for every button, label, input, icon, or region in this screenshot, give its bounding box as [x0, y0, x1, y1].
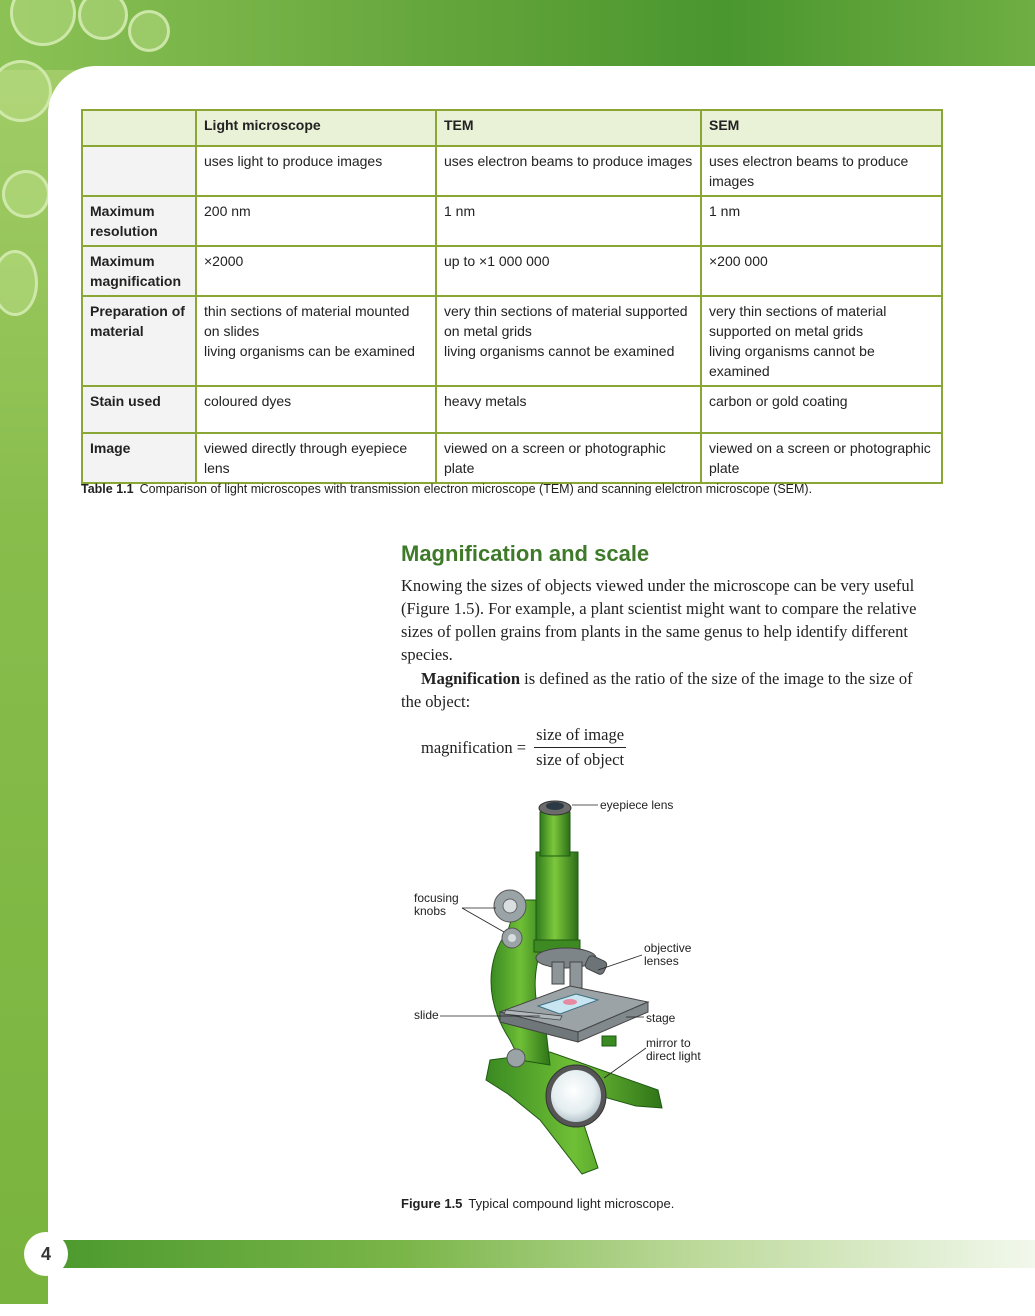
- table-cell: [436, 146, 701, 196]
- cell-line: 200 nm: [204, 203, 251, 219]
- cell-line: carbon or gold coating: [709, 393, 848, 409]
- cell-line: ×2000: [204, 253, 244, 269]
- label-focusing-line1: focusing: [414, 891, 459, 905]
- table-row: [82, 386, 942, 433]
- table-cell: [701, 433, 942, 483]
- section-heading: Magnification and scale: [401, 541, 650, 566]
- table-cell: [196, 433, 436, 483]
- table-row: [82, 196, 942, 246]
- cell-line: heavy metals: [444, 393, 527, 409]
- label-mirror-line1: mirror to: [646, 1036, 691, 1050]
- label-eyepiece: eyepiece lens: [600, 798, 674, 812]
- formula-denominator: size of object: [536, 750, 625, 769]
- table-cell: [436, 296, 701, 386]
- row-label: Maximum magnification: [82, 246, 196, 296]
- table-cell: [701, 146, 942, 196]
- formula-lhs: magnification =: [421, 737, 527, 757]
- footer-bar: [60, 1240, 1035, 1268]
- table-cell: [196, 246, 436, 296]
- row-label: Maximum resolution: [82, 196, 196, 246]
- table-cell: [196, 146, 436, 196]
- table-cell: [196, 196, 436, 246]
- magnification-formula: [421, 725, 626, 770]
- cell-line: living organisms can be examined: [204, 343, 415, 359]
- table-row: [82, 433, 942, 483]
- label-stage: stage: [646, 1011, 676, 1025]
- table-row: [82, 246, 942, 296]
- table-cell: [436, 196, 701, 246]
- cell-line: uses electron beams to produce images: [709, 153, 909, 189]
- formula-numerator: size of image: [534, 725, 626, 748]
- header-cell: Light microscope: [196, 110, 436, 146]
- cell-line: very thin sections of material supported on metal grids: [444, 303, 688, 339]
- cell-line: uses light to produce images: [204, 153, 383, 169]
- label-objective-line1: objective: [644, 941, 692, 955]
- row-label: Stain used: [82, 386, 196, 433]
- table-cell: [701, 246, 942, 296]
- paragraph-2: [401, 667, 931, 713]
- table-cell: [701, 196, 942, 246]
- paragraph-1: Knowing the sizes of objects viewed under the microscope can be very useful (Figure 1.5). For example, a plant scientist might want to compare the relative sizes of pollen grains from plants in the same genus to help identify different species.: [401, 576, 917, 664]
- table-body: [82, 146, 942, 483]
- table-cell: [196, 386, 436, 433]
- leader-line: [604, 1048, 646, 1078]
- header-cell: TEM: [436, 110, 701, 146]
- table-header-row: [82, 110, 942, 146]
- cell-line: viewed on a screen or photographic plate: [709, 440, 931, 476]
- cell-line: very thin sections of material supported on metal grids: [709, 303, 887, 339]
- cell-line: viewed on a screen or photographic plate: [444, 440, 666, 476]
- table-cell: [701, 296, 942, 386]
- label-objective-line2: lenses: [644, 954, 679, 968]
- table-cell: [436, 433, 701, 483]
- cell-line: 1 nm: [709, 203, 741, 219]
- table-caption-text: Comparison of light microscopes with transmission electron microscope (TEM) and scanning elelctron microscope (SEM).: [139, 482, 813, 496]
- row-label: Preparation of material: [82, 296, 196, 386]
- table-cell: [436, 386, 701, 433]
- cell-decoration: [2, 170, 50, 218]
- cell-line: viewed directly through eyepiece lens: [204, 440, 408, 476]
- table-cell: [196, 296, 436, 386]
- row-label: Image: [82, 433, 196, 483]
- figure-caption-text: Typical compound light microscope.: [468, 1196, 675, 1211]
- table-cell: [436, 246, 701, 296]
- header-cell: [82, 110, 196, 146]
- cell-decoration: [128, 10, 170, 52]
- table-caption-label: Table 1.1: [81, 482, 134, 496]
- table-caption: [81, 482, 812, 496]
- cell-line: ×200 000: [709, 253, 768, 269]
- label-mirror-line2: direct light: [646, 1049, 701, 1063]
- cell-line: uses electron beams to produce images: [444, 153, 693, 169]
- cell-line: living organisms cannot be examined: [444, 343, 675, 359]
- comparison-table: [81, 109, 943, 484]
- page-number: 4: [24, 1232, 68, 1276]
- row-label: [82, 146, 196, 196]
- table-row: [82, 296, 942, 386]
- cell-line: up to ×1 000 000: [444, 253, 550, 269]
- table-cell: [701, 386, 942, 433]
- figure-caption-label: Figure 1.5: [401, 1196, 463, 1211]
- header-cell: SEM: [701, 110, 942, 146]
- term-magnification: Magnification: [421, 669, 520, 688]
- cell-line: living organisms cannot be examined: [709, 343, 875, 379]
- formula-fraction: [534, 725, 626, 770]
- paragraph-2-text: is defined as the ratio of the size of the image to the size of the object:: [401, 669, 913, 711]
- figure-caption: [401, 1196, 674, 1211]
- label-focusing-line2: knobs: [414, 904, 447, 918]
- cell-line: thin sections of material mounted on slides: [204, 303, 410, 339]
- label-slide: slide: [414, 1008, 439, 1022]
- table-row: [82, 146, 942, 196]
- cell-line: 1 nm: [444, 203, 476, 219]
- cell-line: coloured dyes: [204, 393, 292, 409]
- microscope-illustration: [400, 790, 720, 1185]
